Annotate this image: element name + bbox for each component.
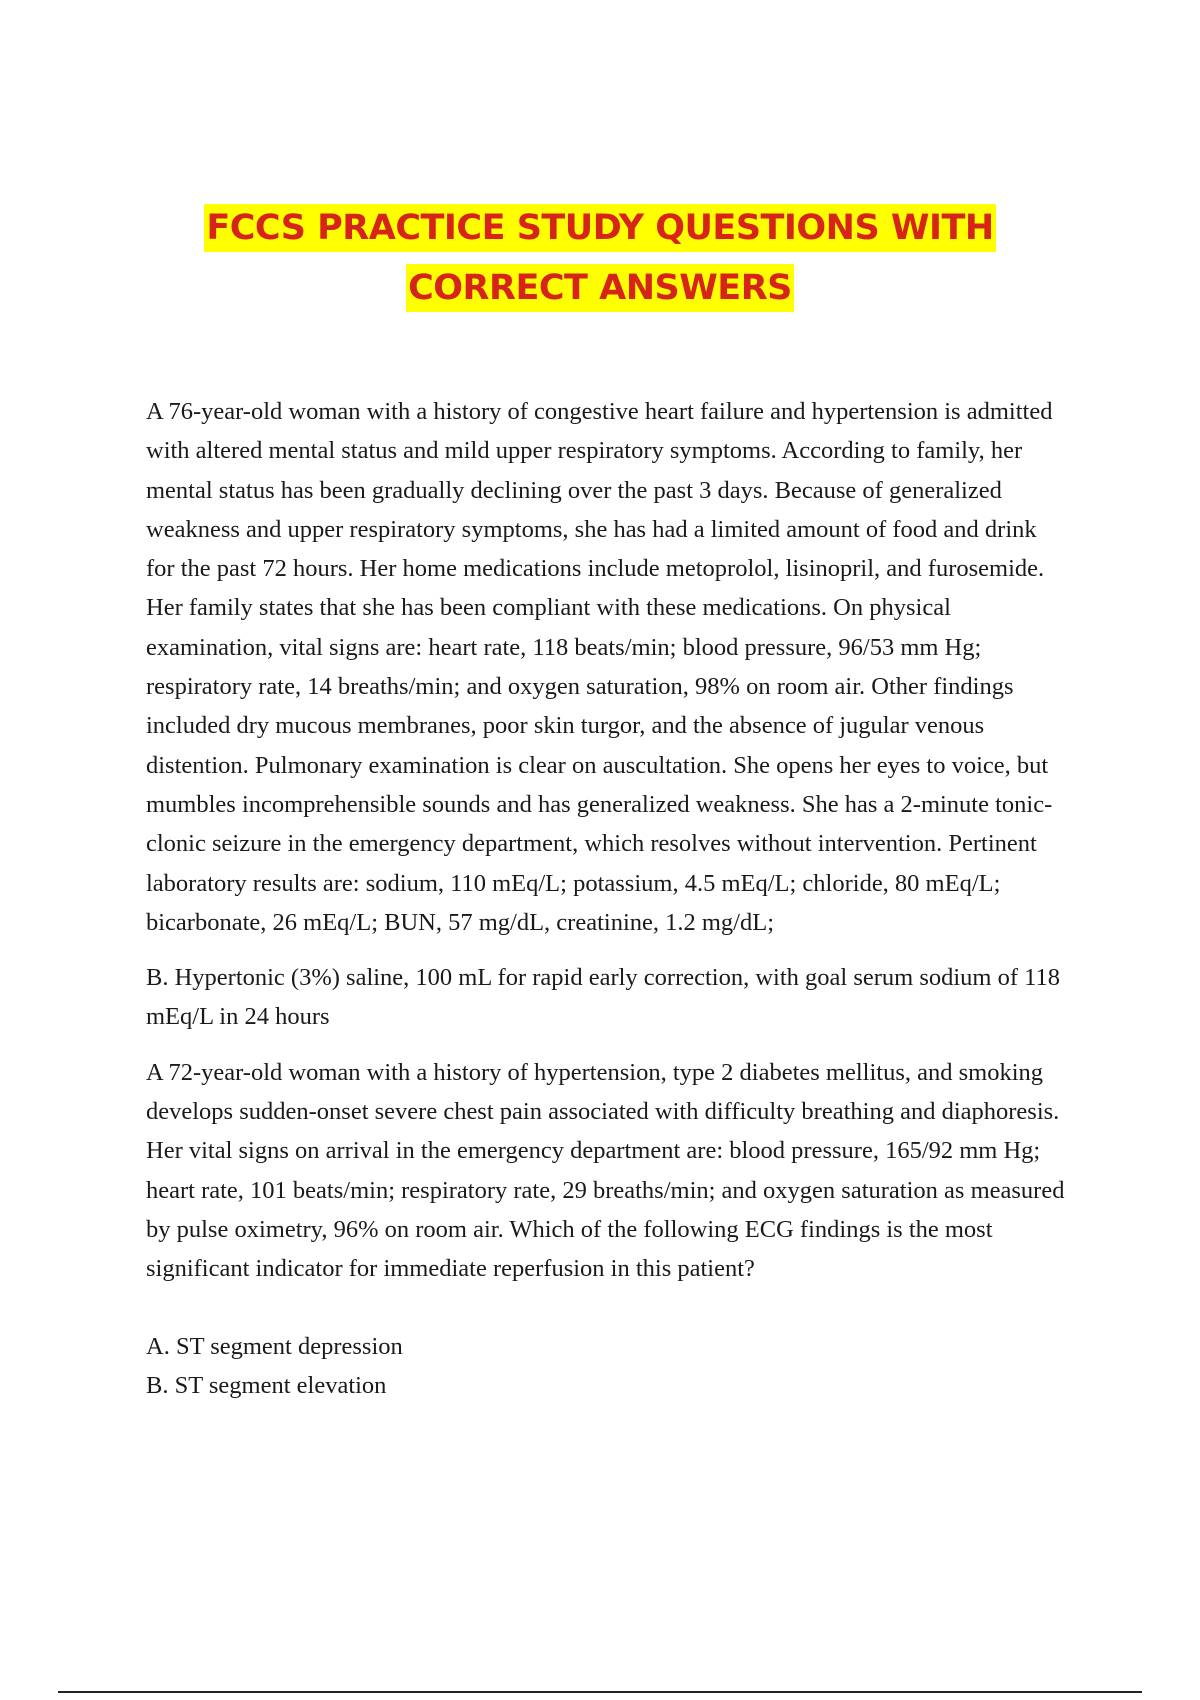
question-2-text: A 72-year-old woman with a history of hypertension, type 2 diabetes mellitus, and smoking develops sudden-onset severe chest pain associated with difficulty breathing and diaphoresis. Her vital signs on arrival in the emergency department are: blood pressure, 165/92 mm Hg; heart rate, 101 beats/min; respiratory rate, 29 breaths/min; and oxygen saturation as measured by pulse oximetry, 96% on room air. Which of the following ECG findings is the most significant indicator for immediate reperfusion in this patient? [146, 1058, 1065, 1283]
title-line-1: FCCS PRACTICE STUDY QUESTIONS WITH [0, 198, 1200, 258]
question-1-text: A 76-year-old woman with a history of congestive heart failure and hypertension is admitted with altered mental status and mild upper respiratory symptoms. According to family, her mental status has been gradually declining over the past 3 days. Because of generalized weakness and upper respiratory symptoms, she has had a limited amount of food and drink for the past 72 hours. Her home medications include metoprolol, lisinopril, and furosemide. Her family states that she has been compliant with these medications. On physical examination, vital signs are: heart rate, 118 beats/min; blood pressure, 96/53 mm Hg; respiratory rate, 14 breaths/min; and oxygen saturation, 98% on room air. Other findings included dry mucous membranes, poor skin turgor, and the absence of jugular venous distention. Pulmonary examination is clear on auscultation. She opens her eyes to voice, but mumbles incomprehensible sounds and has generalized weakness. She has a 2-minute tonic-clonic seizure in the emergency department, which resolves without intervention. Pertinent laboratory results are: sodium, 110 mEq/L; potassium, 4.5 mEq/L; chloride, 80 mEq/L; bicarbonate, 26 mEq/L; BUN, 57 mg/dL, creatinine, 1.2 mg/dL; [146, 398, 1053, 936]
question-2-options [146, 1327, 1066, 1406]
document-body [146, 392, 1066, 1405]
title-line-2: CORRECT ANSWERS [0, 258, 1200, 318]
page-bottom-divider [58, 1691, 1142, 1693]
option-a: A. ST segment depression [146, 1332, 403, 1360]
option-b: B. ST segment elevation [146, 1371, 387, 1399]
answer-1-text: B. Hypertonic (3%) saline, 100 mL for rapid early correction, with goal serum sodium of 118 mEq/L in 24 hours [146, 964, 1060, 1031]
document-title [0, 198, 1200, 318]
